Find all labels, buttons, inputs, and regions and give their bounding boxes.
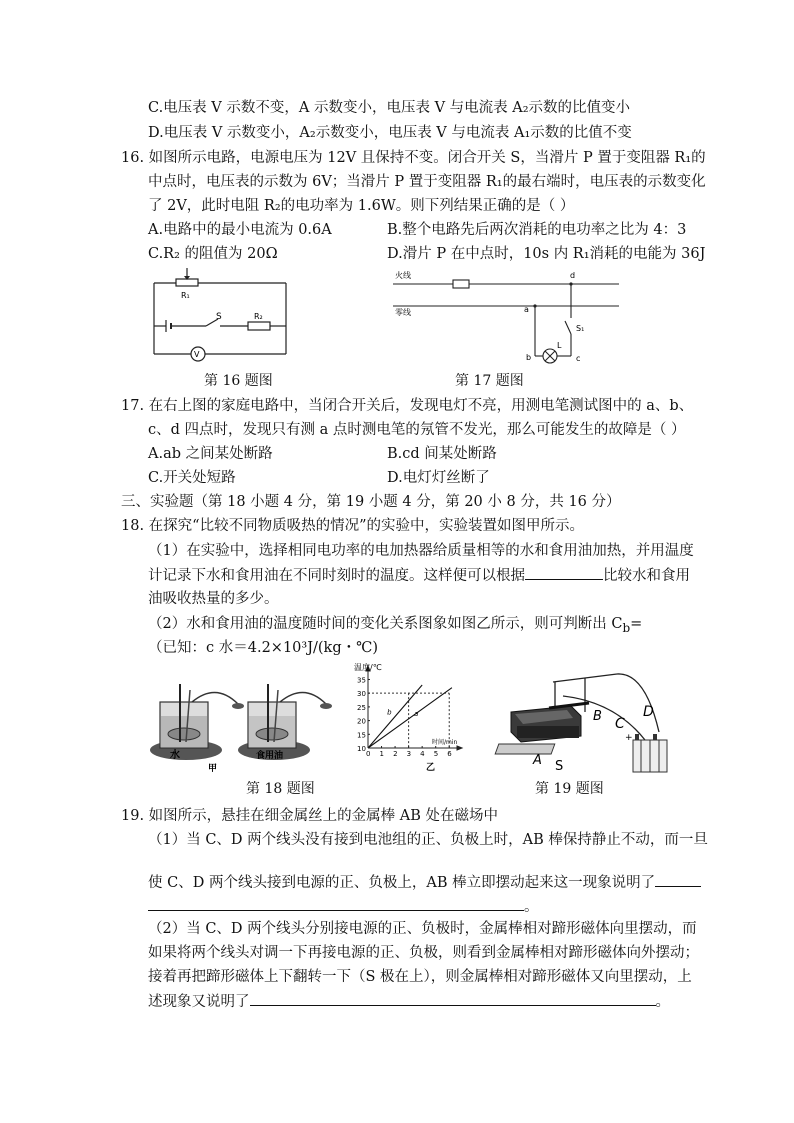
fig19-label-d: D: [643, 704, 654, 720]
q19-p2-line4: [148, 991, 670, 1012]
fig19-label-c: C: [615, 716, 625, 732]
fig17-label-d: d: [570, 271, 576, 280]
q19-answer-blank-2[interactable]: [250, 991, 656, 1006]
fig17-label-neutral: 零线: [395, 308, 411, 317]
fig17-caption: 第 17 题图: [455, 373, 524, 389]
fig18-chart: [348, 662, 466, 774]
fig18-caption: 第 18 题图: [246, 781, 315, 797]
fig16-circuit: [148, 266, 298, 366]
q15-option-d: D.电压表 V 示数变小，A₂示数变小，电压表 V 与电流表 A₁示数的比值不变: [148, 125, 632, 141]
chart-x-tick-label: 6: [447, 750, 452, 758]
chart-ylabel: 温度/℃: [354, 663, 382, 672]
beaker-water: [150, 684, 244, 760]
q18-p2-text: （2）水和食用油的温度随时间的变化关系图象如图乙所示，则可判断出 C: [148, 616, 623, 632]
q16-option-d: D.滑片 P 在中点时，10s 内 R₁消耗的电能为 36J: [387, 246, 706, 262]
fig17-label-live: 火线: [395, 271, 411, 280]
chart-xlabel: 时间/min: [432, 739, 458, 746]
chart-series-label-b: b: [387, 708, 392, 717]
chart-x-tick-label: 0: [366, 750, 371, 758]
q18-p2-line1: [148, 614, 642, 638]
q19-stem: 19. 如图所示，悬挂在细金属丝上的金属棒 AB 处在磁场中: [121, 808, 499, 824]
chart-series-label-a: a: [413, 709, 419, 718]
q17-option-c: C.开关处短路: [148, 470, 236, 486]
q19-p2-line1: （2）当 C、D 两个线头分别接电源的正、负极时，金属棒相对蹄形磁体向里摆动，而: [148, 921, 697, 937]
battery-pack: [625, 733, 667, 772]
chart-y-tick-label: 30: [357, 690, 366, 699]
fig19-label-a: A: [533, 753, 542, 768]
fig17-label-s1: S₁: [576, 324, 585, 333]
fig17-label-a: a: [524, 305, 529, 314]
q18-p1-line1: （1）在实验中，选择相同电功率的电加热器给质量相等的水和食用油加热，并用温度: [148, 543, 694, 559]
fig17-label-l: L: [557, 341, 562, 350]
q18-p2-equals: =: [630, 616, 643, 632]
q19-answer-blank-1b[interactable]: [148, 896, 524, 911]
fig16-label-v: V: [194, 350, 200, 359]
q19-p2-line2: 如果将两个线头对调一下再接电源的正、负极，则看到金属棒相对蹄形磁体向外摆动；: [148, 945, 699, 961]
fig16-label-r2: R₂: [254, 312, 263, 321]
fig16-label-r1: R₁: [181, 291, 190, 300]
fig19-label-s: S: [555, 759, 564, 774]
q16-option-c: C.R₂ 的阻值为 20Ω: [148, 246, 278, 262]
q19-p2-line3: 接着再把蹄形磁体上下翻转一下（S 极在上），则金属棒相对蹄形磁体又向里摆动，上: [148, 969, 692, 985]
chart-x-arrow: [457, 746, 462, 750]
fig17-label-b: b: [526, 353, 532, 362]
q17-option-b: B.cd 间某处断路: [387, 446, 497, 462]
q18-p1-line2: [148, 565, 690, 586]
q19-p1-line3: [148, 896, 539, 917]
section-heading: 三、实验题（第 18 小题 4 分，第 19 小题 4 分，第 20 小 8 分，共 16 分）: [121, 494, 621, 510]
q19-answer-blank-1a[interactable]: [655, 872, 701, 887]
q17-option-a: A.ab 之间某处断路: [148, 446, 273, 462]
chart-x-tick-label: 3: [406, 750, 412, 758]
q16-option-b: B.整个电路先后两次消耗的电功率之比为 4：3: [387, 222, 687, 238]
chart-x-tick-label: 1: [379, 750, 385, 758]
q16-option-a: A.电路中的最小电流为 0.6A: [148, 222, 332, 238]
fig19-apparatus: [505, 672, 675, 777]
q18-p2-line2: （已知：c 水＝4.2×10³J/(kg・℃): [148, 640, 379, 656]
q18-p2-subscript: b: [622, 620, 631, 635]
fig16-caption: 第 16 题图: [204, 373, 273, 389]
q19-p1-line1: （1）当 C、D 两个线头没有接到电池组的正、负极上时，AB 棒保持静止不动，而一旦: [148, 832, 708, 848]
q19-end-mark-2: 。: [655, 994, 670, 1010]
q17-option-d: D.电灯灯丝断了: [387, 470, 490, 486]
svg-text:+: +: [625, 733, 633, 743]
q18-stem: 18. 在探究“比较不同物质吸热的情况”的实验中，实验装置如图甲所示。: [121, 518, 584, 534]
fig18-label-water: 水: [170, 750, 180, 761]
chart-y-tick-label: 20: [357, 717, 366, 726]
chart-y-tick-label: 35: [357, 676, 366, 685]
q19-p1-line2: [148, 872, 701, 893]
q17-stem-line1: 17. 在右上图的家庭电路中，当闭合开关后，发现电灯不亮，用测电笔测试图中的 a、b、: [121, 398, 694, 414]
chart-y-tick-label: 10: [357, 745, 366, 753]
beaker-oil: [238, 684, 332, 760]
fig16-label-s: S: [216, 312, 222, 322]
q15-option-c: C.电压表 V 示数不变，A 示数变小，电压表 V 与电流表 A₂示数的比值变小: [148, 100, 631, 116]
fig17-label-c: c: [576, 354, 581, 363]
fig18-label-yi: 乙: [426, 763, 436, 773]
chart-y-tick-label: 25: [357, 703, 366, 712]
q19-p1-line2-text: 使 C、D 两个线头接到电源的正、负极上，AB 棒立即摆动起来这一现象说明了: [148, 875, 656, 891]
fig19-caption: 第 19 题图: [535, 781, 604, 797]
fig19-label-b: B: [593, 709, 602, 724]
fig18-apparatus: [146, 682, 336, 772]
chart-x-tick-label: 5: [433, 750, 439, 758]
chart-x-tick-label: 2: [393, 750, 398, 758]
q18-p1-line3: 油吸收热量的多少。: [148, 591, 279, 607]
q19-p2-line4-text: 述现象又说明了: [148, 994, 250, 1010]
q18-p1-line2-text-a: 计记录下水和食用油在不同时刻时的温度。这样便可以根据: [148, 568, 525, 584]
q17-stem-line2: c、d 四点时，发现只有测 a 点时测电笔的氖管不发光，那么可能发生的故障是（ ）: [148, 422, 686, 438]
q16-stem-line1: 16. 如图所示电路，电源电压为 12V 且保持不变。闭合开关 S，当滑片 P 置于变阻器 R₁的: [121, 150, 706, 166]
fig18-label-oil: 食用油: [256, 751, 284, 761]
fig17-circuit: [393, 268, 623, 368]
q16-stem-line2: 中点时，电压表的示数为 6V；当滑片 P 置于变阻器 R₁的最右端时，电压表的示数变化: [148, 174, 706, 190]
q16-stem-line3: 了 2V，此时电阻 R₂的电功率为 1.6W。则下列结果正确的是（ ）: [148, 198, 575, 214]
q18-answer-blank-1[interactable]: [525, 565, 603, 580]
fig18-label-jia: 甲: [208, 764, 218, 774]
q19-end-mark-1: 。: [524, 899, 539, 915]
chart-y-tick-label: 15: [357, 731, 366, 740]
chart-x-tick-label: 4: [420, 750, 425, 758]
q18-p1-line2-text-b: 比较水和食用: [603, 568, 690, 584]
